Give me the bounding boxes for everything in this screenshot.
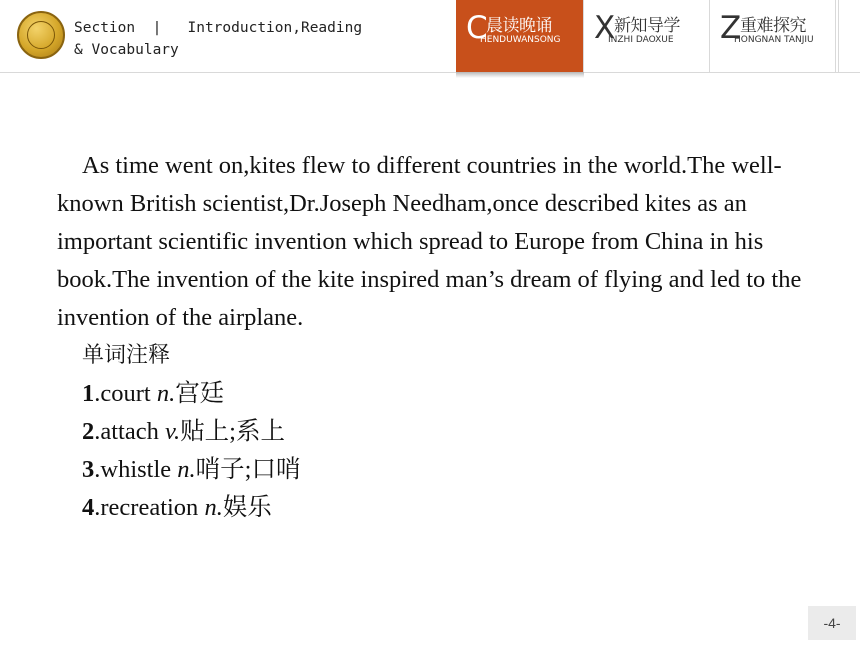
tab-zhongnan-tanjiu[interactable] [710, 0, 836, 72]
tab-letter: Z [720, 10, 742, 46]
tab-letter: C [466, 10, 488, 46]
vocab-meaning: 娱乐 [222, 494, 272, 521]
vocab-item [82, 375, 817, 413]
page-number: -4- [808, 606, 856, 640]
vocab-number: 4 [82, 494, 95, 521]
vocab-number: 3 [82, 456, 95, 483]
tab-label: 晨读晚诵 [486, 16, 552, 36]
vocab-word: .whistle [94, 456, 178, 483]
tab-chendu-wansong[interactable] [456, 0, 584, 72]
vocab-pos: n. [204, 494, 223, 521]
vocab-meaning: 哨子;口哨 [195, 456, 301, 483]
nav-tabs [456, 0, 836, 72]
vocab-list [82, 337, 817, 527]
tab-label: 新知导学 [614, 16, 680, 36]
vocab-pos: n. [156, 380, 176, 407]
tab-letter: X [594, 10, 616, 46]
vocab-item [82, 489, 817, 527]
header-bar [0, 0, 860, 73]
vocab-word: .attach [94, 418, 165, 445]
section-title: Section | Introduction,Reading & Vocabulary [74, 20, 363, 58]
tab-pinyin: INZHI DAOXUE [608, 35, 674, 45]
tab-pinyin: HONGNAN TANJIU [734, 35, 814, 45]
vocab-item [82, 413, 817, 451]
vocab-number: 2 [82, 418, 95, 445]
vocab-pos: n. [177, 456, 196, 483]
main-content [57, 147, 817, 527]
passage-text: As time went on,kites flew to different countries in the world.The well-known British scientist,Dr.Joseph Needham,once described kites as an important scientific invention which spread to Europe from China in his book.The invention of the kite inspired man’s dream of flying and led to the invention of the airplane. [57, 152, 802, 331]
tab-label: 重难探究 [740, 16, 806, 36]
vocab-word: .recreation [94, 494, 205, 521]
tab-xinzhi-daoxue[interactable] [584, 0, 710, 72]
vocab-meaning: 贴上;系上 [180, 418, 285, 445]
vocab-meaning: 宫廷 [175, 380, 225, 407]
active-tab-shadow [456, 72, 584, 78]
vocab-pos: v. [165, 418, 181, 445]
tab-pinyin: HENDUWANSONG [480, 35, 561, 45]
vocab-number: 1 [82, 380, 95, 407]
tab-divider [838, 0, 860, 72]
vocab-item [82, 451, 817, 489]
school-logo [17, 11, 65, 59]
vocab-heading: 单词注释 [82, 343, 171, 368]
vocab-word: .court [94, 380, 157, 407]
